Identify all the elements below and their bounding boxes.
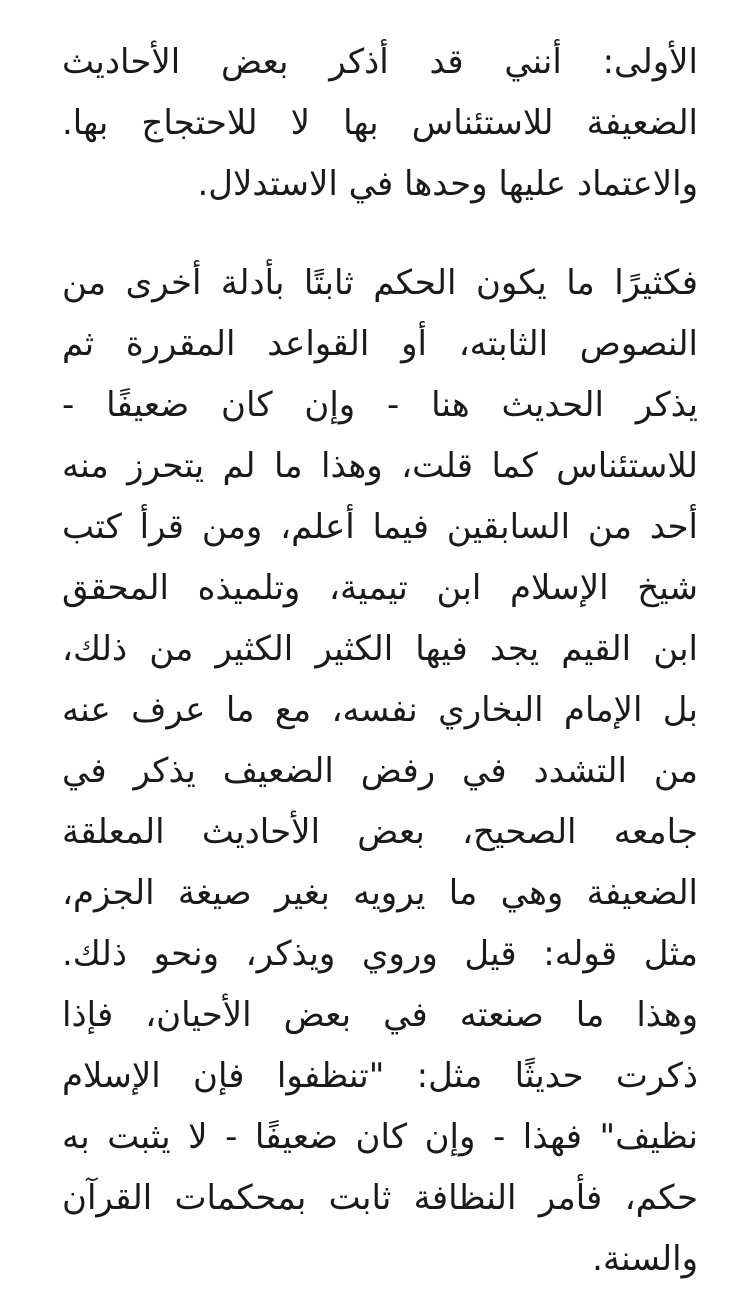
text-line: للاستئناس كما قلت، وهذا ما لم يتحرز منه (62, 446, 698, 486)
text-line: من التشدد في رفض الضعيف يذكر في (62, 751, 698, 791)
text-line: مثل قوله: قيل وروي ويذكر، ونحو ذلك. (62, 934, 698, 974)
paragraph-second (62, 253, 698, 1290)
text-line: الضعيفة وهي ما يرويه بغير صيغة الجزم، (62, 873, 698, 913)
text-line: والاعتماد عليها وحدها في الاستدلال. (197, 164, 698, 204)
text-line: أحد من السابقين فيما أعلم، ومن قرأ كتب (62, 507, 698, 547)
text-line: حكم، فأمر النظافة ثابت بمحكمات القرآن (62, 1178, 698, 1218)
text-line: الضعيفة للاستئناس بها لا للاحتجاج بها. (62, 103, 698, 143)
text-line: النصوص الثابته، أو القواعد المقررة ثم (62, 324, 698, 364)
text-line: والسنة. (592, 1239, 698, 1279)
text-line: يذكر الحديث هنا - وإن كان ضعيفًا - (62, 385, 698, 425)
text-line: جامعه الصحيح، بعض الأحاديث المعلقة (62, 812, 698, 852)
text-line: فكثيرًا ما يكون الحكم ثابتًا بأدلة أخرى من (62, 263, 698, 303)
text-line: نظيف" فهذا - وإن كان ضعيفًا - لا يثبت به (62, 1117, 698, 1157)
text-line: ذكرت حديثًا مثل: "تنظفوا فإن الإسلام (62, 1056, 698, 1096)
text-line: شيخ الإسلام ابن تيمية، وتلميذه المحقق (62, 568, 698, 608)
document-body (62, 32, 698, 1290)
text-line: ابن القيم يجد فيها الكثير الكثير من ذلك، (62, 629, 698, 669)
text-line: الأولى: أنني قد أذكر بعض الأحاديث (62, 42, 698, 82)
text-line: وهذا ما صنعته في بعض الأحيان، فإذا (62, 995, 698, 1035)
paragraph-first (62, 32, 698, 215)
paragraph-gap (62, 215, 698, 253)
text-line: بل الإمام البخاري نفسه، مع ما عرف عنه (62, 690, 698, 730)
